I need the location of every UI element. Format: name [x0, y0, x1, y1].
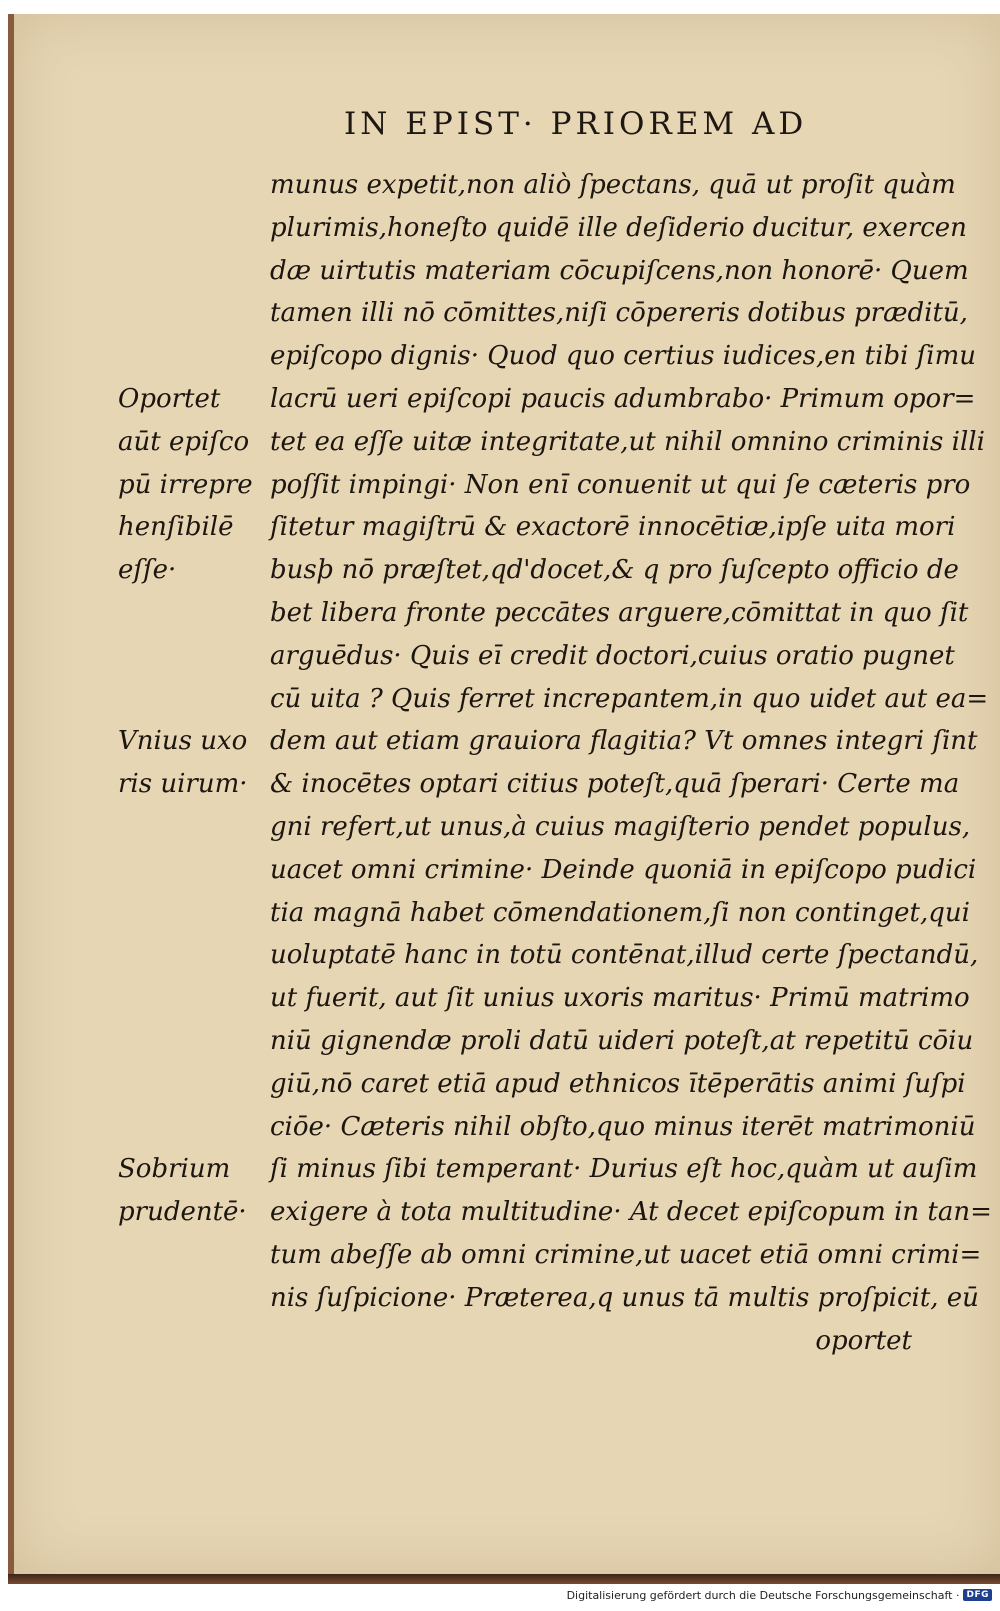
margin-note-line: Vnius uxo	[118, 726, 248, 757]
text-line: giū,nō caret etiā apud ethnicos ītēperātis animi ſuſpi	[270, 1068, 966, 1099]
text-line: uoluptatē hanc in totū contēnat,illud certe ſpectandū,	[270, 940, 979, 971]
text-line: niū gignendæ proli datū uideri poteſt,at repetitū cōiu	[270, 1025, 974, 1056]
text-line: tum abeſſe ab omni crimine,ut uacet etiā omni crimi=	[270, 1239, 982, 1270]
text-line: dæ uirtutis materiam cōcupiſcens,non honorē· Quem	[270, 255, 969, 286]
text-line: tia magnā habet cōmendationem,ſi non continget,qui	[270, 897, 970, 928]
text-line: tet ea eſſe uitæ integritate,ut nihil omnino criminis illi	[270, 426, 985, 457]
text-line: ſi minus ſibi temperant· Durius eſt hoc,quàm ut auſim	[270, 1154, 978, 1185]
text-line: ciōe· Cæteris nihil obſto,quo minus iterēt matrimoniū	[270, 1111, 976, 1142]
margin-note-line: prudentē·	[118, 1197, 247, 1228]
marginal-notes	[118, 378, 260, 1234]
text-line: bet libera fronte peccātes arguere,cōmittat in quo ſit	[270, 597, 969, 628]
text-line: & inocētes optari citius poteſt,quā ſperari· Certe ma	[270, 769, 960, 800]
text-line: busþ nō præſtet,qd'docet,& q pro ſuſcepto officio de	[270, 555, 959, 586]
running-head: IN EPIST· PRIOREM AD	[344, 106, 808, 142]
margin-note-line: aūt epiſco	[118, 426, 250, 457]
text-line: lacrū ueri epiſcopi paucis adumbrabo· Primum opor=	[270, 383, 976, 414]
catchword: oportet	[815, 1325, 912, 1356]
text-line: nis ſuſpicione· Præterea,q unus tā multis proſpicit, eū	[270, 1282, 979, 1313]
text-line: uacet omni crimine· Deinde quoniā in epiſcopo pudici	[270, 854, 977, 885]
margin-note-line: ris uirum·	[118, 769, 248, 800]
credit-text: Digitalisierung gefördert durch die Deutsche Forschungsgemeinschaft ·	[566, 1588, 960, 1602]
text-line: epiſcopo dignis· Quod quo certius iudices,en tibi ſimu	[270, 341, 976, 372]
main-text-block	[270, 164, 992, 1362]
margin-note-line: eſſe·	[118, 555, 177, 586]
text-line: poſſit impingi· Non enī conuenit ut qui ſe cæteris pro	[270, 469, 971, 500]
text-line: gni refert,ut unus,à cuius magiſterio pendet populus,	[270, 811, 971, 842]
text-line: cū uita ? Quis ferret increpantem,in quo uidet aut ea=	[270, 683, 989, 714]
text-line: tamen illi nō cōmittes,niſi cōpereris dotibus præditū,	[270, 298, 968, 329]
text-line: arguēdus· Quis eī credit doctori,cuius oratio pugnet	[270, 640, 955, 671]
text-line: plurimis,honeſto quidē ille deſiderio ducitur, exercen	[270, 212, 967, 243]
digitization-credit	[567, 1583, 992, 1607]
text-line: exigere à tota multitudine· At decet epiſcopum in tan=	[270, 1197, 992, 1228]
margin-note-line: henſibilē	[118, 512, 234, 543]
text-line: ut fuerit, aut ſit unius uxoris maritus· Primū matrimo	[270, 983, 970, 1014]
margin-note-line: Sobrium	[118, 1154, 231, 1185]
text-line: ſitetur magiſtrū & exactorē innocētiæ,ipſe uita mori	[270, 512, 956, 543]
book-page	[8, 14, 1000, 1574]
margin-note-line: pū irrepre	[118, 469, 253, 500]
margin-note-line: Oportet	[118, 384, 221, 414]
dfg-logo-icon: DFG	[963, 1589, 992, 1601]
text-line: munus expetit,non aliò ſpectans, quā ut proſit quàm	[270, 170, 956, 200]
text-line: dem aut etiam grauiora flagitia? Vt omnes integri ſint	[270, 726, 978, 757]
